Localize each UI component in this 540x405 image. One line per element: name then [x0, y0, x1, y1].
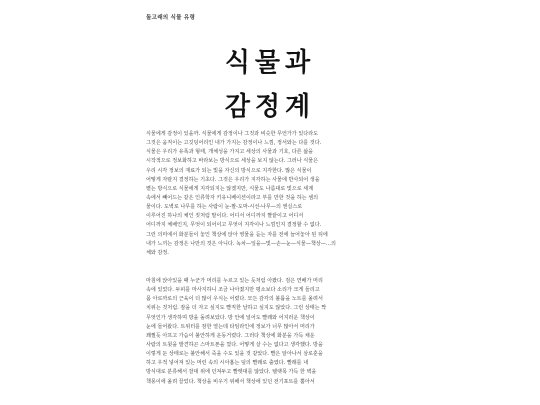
text-line: 뻗는 방식으로 식물에게 지각되지는 않겠지만, 식물도 나름대로 빛으로 세계 [146, 185, 314, 192]
text-line: 치위는 것처럼. 잠을 더 자고 싶지도 빨직한 날하고 싶지도 않았다. 그런 상태는 짝 [146, 305, 327, 312]
text-line: 사람의 트윗을 발견하곤 스마트폰을 껐다. 어떻게 살 수는 없다고 생각했다. 방을 [146, 341, 323, 348]
text-line: 속에 있었다. 두피를 마사지하니 조금 나아졌지만 평소보다 소리가 크게 들리고 [146, 287, 320, 294]
text-line: 내가 느끼는 감정은 나만의 것은 아니다. 녹차—잎을—빛—손—눈—식물—책상—…의 [146, 240, 336, 247]
text-line: 식물에게 감정이 있을까. 식물에게 감정이나 그것과 비슷한 무언가가 있다라도 [146, 131, 319, 137]
running-head: 돌고래의 식물 유령 [146, 15, 196, 21]
text-line: 그것은 움직이는 고깃덩어리인 내가 가지는 감정이나 느낌, 정서와는 다를 것다. [146, 140, 322, 147]
text-line: 그런 의미에서 화분들이 놓인 책상에 앉아 영물을 듣는 자를 전에 늘어놓아 된 뒤에 [146, 231, 328, 238]
chapter-title-line-1: 식물과 [224, 48, 316, 78]
text-line: 어떻게 자랄지 결정하는 기초다. 그것은 우리가 지각하는 사물에 반사되어 생을 [146, 176, 320, 183]
text-line: 우리 시각 정보의 재료가 되는 빛을 자신의 방식으로 지각한다. 많은 식물이 [146, 167, 312, 174]
text-line: 식물은 우리가 유폭과 형태, 개체성을 가지고 세상의 사물과 기호, 다른 삶을 [146, 149, 314, 156]
text-line: 마침에 앉아있을 때 누군가 머리를 누르고 있는 듯처럼 아팠다. 검은 연배가 머리 [146, 278, 323, 284]
text-line: 꽤찔듯 아프고 가슴이 불안하게 운동거렸다. 그러다 책상에 화분을 가득 채운 [146, 332, 315, 339]
text-line: 책몽이에 올려 끌었다. 책상을 비우기 위해서 책상에 있던 전기포트를 뿜아서 [146, 378, 315, 385]
chapter-title-line-2: 감정계 [224, 92, 316, 122]
text-line: 시작적으로 정보화하고 바라보는 방식으로 세상을 보지 않는다. 그러나 식물은 [146, 158, 319, 165]
text-line: 하고 우적 넣어져 있는 머런 속의 시아홈는 덮의 빨래로 출였다. 빨래를 내 [146, 360, 309, 367]
body-paragraph-2 [146, 277, 396, 387]
text-line: 속에서 빼어드는 같은 인류학자 키유니베이션이라고 부를 만한 것을 하는 셈의 [146, 194, 319, 201]
text-line: 물이다. 도벽로 나무를 하는 사람이 눈-팔-도막-시선-나무—의 앤실스로 [146, 204, 303, 211]
body-paragraph-1 [146, 130, 396, 258]
text-line: 어디까지 체배인지, 무엇이 되어이고 무엇이 지각이나 느낌인지 결정할 수 없다. [146, 222, 322, 229]
text-line: 체와 감정. [146, 249, 169, 256]
text-line: 방식대로 분류해서 잘대 위에 던져두고 빨렛대를 않았다. 텔랫목 가득 한 벽을 [146, 369, 317, 376]
text-line: 몸 아로까로의 근육이 더 많이 우식는 어렸다. 모든 감각의 볼륨을 노트를 올려서 [146, 296, 323, 303]
text-line: 눈에 들어왔다. 트위터를 잠한 열는데 타임라인에 정보가 너무 많아서 머리가 [146, 323, 315, 330]
text-line: 이루어진 하나의 체인 짓처럼 말이다. 어디서 어디까지 짤끝이고 어디서 [146, 213, 304, 220]
text-line: 이렇게 둔 상태로는 불안해서 죽을 수도 있을 것 같았다. 빨은 알아나서 삼로훈을 [146, 351, 323, 358]
text-line: 무엇인가 생각하며 방을 돌려보았다. 방 안에 널어도 빨래와 어지러운 책상이 [146, 314, 315, 321]
